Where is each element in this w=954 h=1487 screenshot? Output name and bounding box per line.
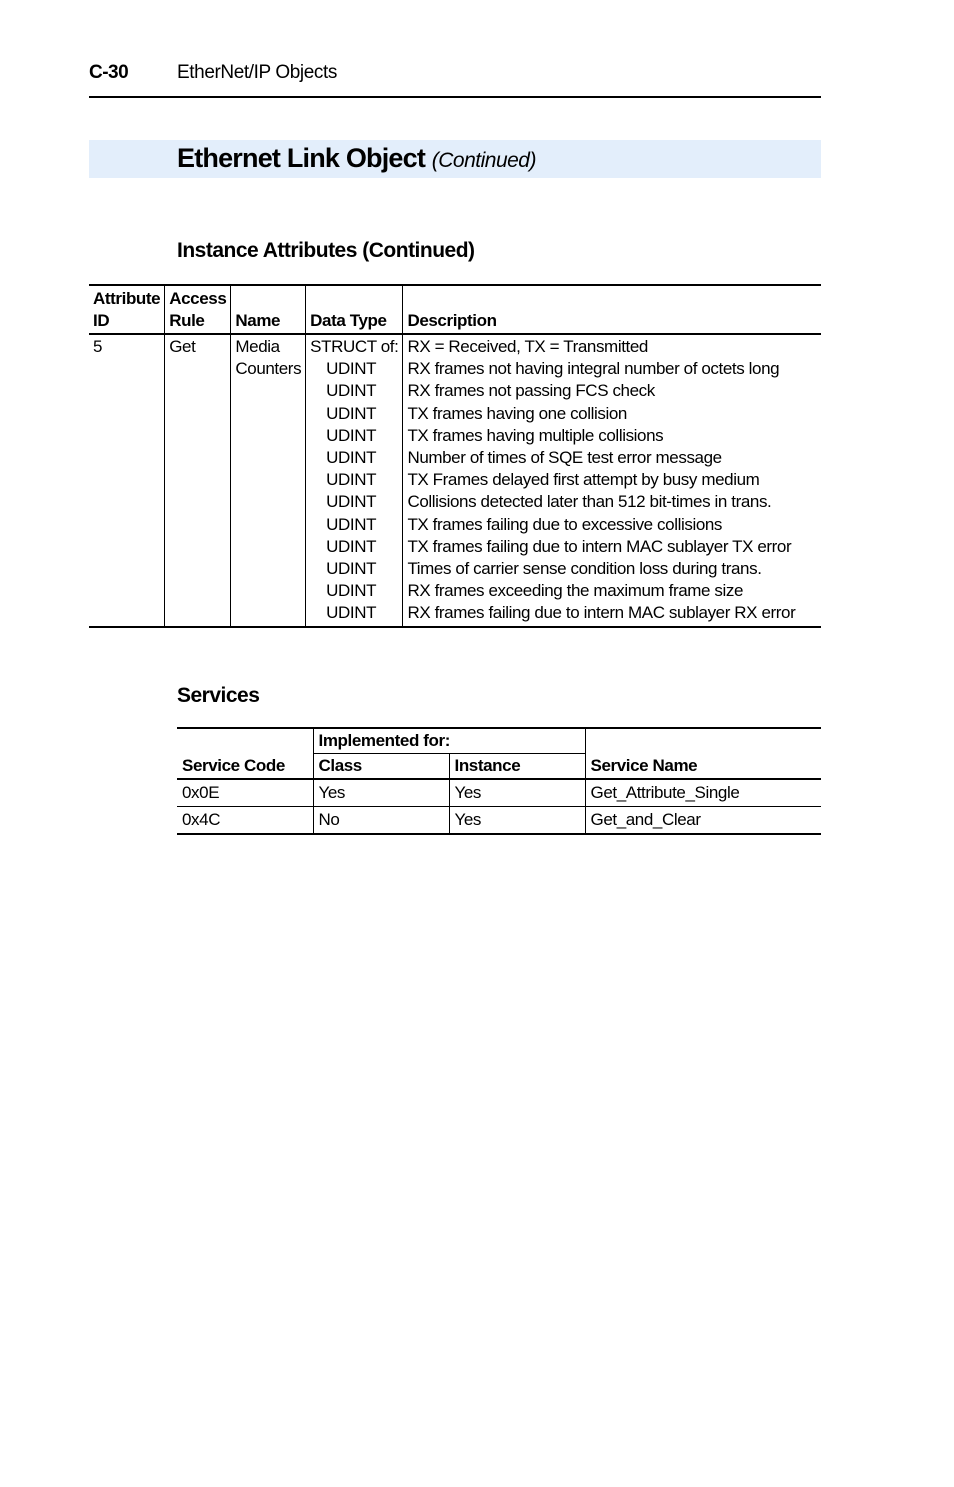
cell-data-type — [306, 334, 403, 627]
cell-name — [231, 334, 306, 627]
description-line: TX frames having one collision — [407, 403, 627, 423]
data-type-line: UDINT — [326, 581, 377, 601]
col-header-class: Class — [313, 754, 449, 780]
page-header — [89, 58, 821, 98]
table-row — [177, 779, 821, 807]
description-line: Times of carrier sense condition loss during trans. — [407, 559, 762, 579]
name-line: Counters — [235, 359, 302, 379]
table-row — [89, 334, 821, 627]
data-type-line: UDINT — [326, 492, 377, 512]
col-header-line: Attribute — [93, 289, 161, 308]
col-header-access-rule — [165, 285, 231, 334]
description-line: TX Frames delayed first attempt by busy medium — [407, 470, 760, 490]
description-line: RX frames not passing FCS check — [407, 381, 655, 401]
cell-service-name: Get_Attribute_Single — [585, 779, 821, 807]
cell-class: No — [313, 807, 449, 835]
services-heading: Services — [177, 684, 260, 707]
col-header-name: Name — [231, 285, 306, 334]
description-line: RX frames exceeding the maximum frame size — [407, 581, 744, 601]
table-header-row — [89, 285, 821, 334]
description-line: RX frames failing due to intern MAC sublayer RX error — [407, 603, 796, 623]
col-header-attribute-id — [89, 285, 165, 334]
col-header-line: ID — [93, 311, 110, 330]
cell-description — [403, 334, 821, 627]
cell-instance: Yes — [449, 779, 585, 807]
instance-attributes-table — [89, 284, 821, 628]
section-title-band — [89, 140, 821, 178]
data-type-line: UDINT — [326, 403, 377, 423]
data-type-line: UDINT — [326, 603, 377, 623]
name-line: Media — [235, 337, 280, 356]
cell-service-name: Get_and_Clear — [585, 807, 821, 835]
data-type-line: STRUCT of: — [310, 337, 399, 356]
data-type-line: UDINT — [326, 470, 377, 490]
cell-instance: Yes — [449, 807, 585, 835]
instance-attributes-heading: Instance Attributes (Continued) — [177, 239, 475, 262]
data-type-line: UDINT — [326, 359, 377, 379]
col-header-service-name: Service Name — [585, 728, 821, 779]
col-header-data-type: Data Type — [306, 285, 403, 334]
page-number: C-30 — [89, 62, 129, 83]
data-type-line: UDINT — [326, 536, 377, 556]
description-line: TX frames failing due to intern MAC sublayer TX error — [407, 536, 792, 556]
services-table — [177, 727, 821, 835]
cell-service-code: 0x4C — [177, 807, 313, 835]
description-line: TX frames having multiple collisions — [407, 425, 664, 445]
data-type-line: UDINT — [326, 448, 377, 468]
section-title-main: Ethernet Link Object — [177, 143, 426, 173]
data-type-line: UDINT — [326, 559, 377, 579]
cell-class: Yes — [313, 779, 449, 807]
col-header-instance: Instance — [449, 754, 585, 780]
data-type-line: UDINT — [326, 425, 377, 445]
section-title-continued: (Continued) — [431, 149, 536, 172]
table-row — [177, 807, 821, 835]
description-line: RX frames not having integral number of octets long — [407, 359, 780, 379]
description-line: Collisions detected later than 512 bit-times in trans. — [407, 492, 772, 512]
table-header-row — [177, 728, 821, 754]
cell-access-rule: Get — [165, 334, 231, 627]
description-line: Number of times of SQE test error message — [407, 448, 722, 468]
cell-attribute-id: 5 — [93, 337, 103, 356]
section-title — [177, 140, 536, 179]
col-header-service-code: Service Code — [177, 728, 313, 779]
description-line: RX = Received, TX = Transmitted — [407, 337, 648, 356]
col-header-implemented-for: Implemented for: — [313, 728, 585, 754]
data-type-line: UDINT — [326, 514, 377, 534]
col-header-line: Access — [169, 289, 227, 308]
col-header-description: Description — [403, 285, 821, 334]
col-header-line: Rule — [169, 311, 205, 330]
data-type-line: UDINT — [326, 381, 377, 401]
running-head: EtherNet/IP Objects — [177, 62, 337, 83]
description-line: TX frames failing due to excessive collisions — [407, 514, 723, 534]
cell-service-code: 0x0E — [177, 779, 313, 807]
